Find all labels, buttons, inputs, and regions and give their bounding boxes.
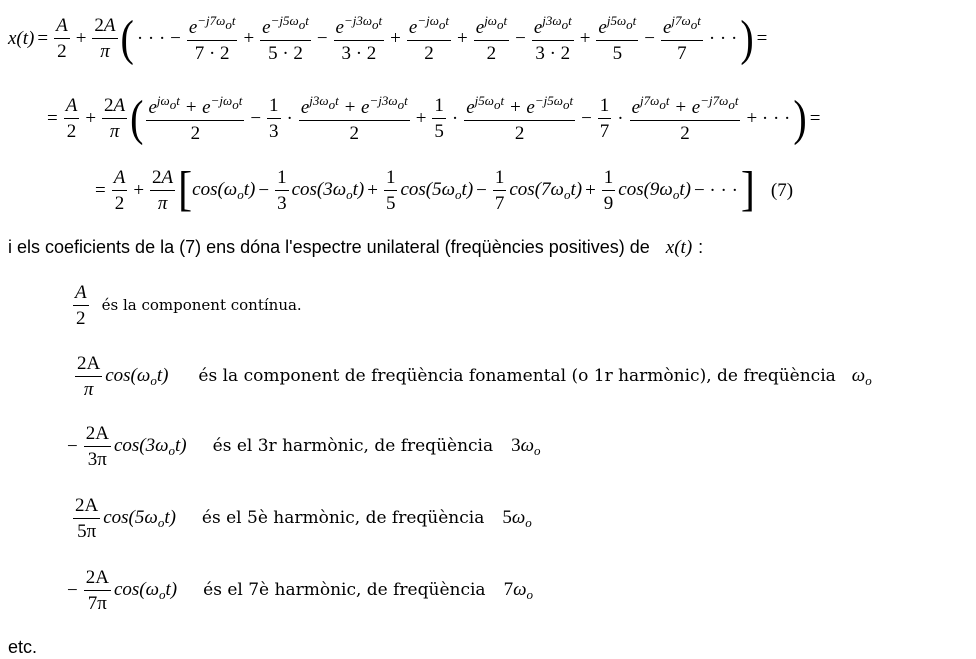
- equation-line-2: = $\frac{A}{2}$ + $\frac{2A}{\pi}$ ( $\frac{e^{j\omega_ot} + e^{-j\omega_ot}}{2}$ − $\frac{1}{3}$ · $\frac{e^{j3\omega_ot} + e^{-j3\omega_ot}}{2}$ + $\frac{1}{5}$ · $\frac{e^{j5\omega_ot} + e^{-j5\omega_ot}}{2}$ − $\frac{1}{7}$ · $\frac{e^{j7\omega_ot} + e^{-j7\omega_ot}}{2}$ + · · · ) =: [47, 89, 821, 146]
- coef-denominator: π: [83, 378, 94, 400]
- coef-numerator: 2A: [75, 354, 102, 377]
- component-term: $\cos(\omega_ot)$: [113, 578, 178, 602]
- coef-numerator: 2A: [84, 424, 111, 447]
- coef-numerator: A: [73, 283, 89, 306]
- component-item: [70, 280, 302, 330]
- component-item: [70, 492, 532, 544]
- component-term: $\cos(\omega_ot)$: [105, 364, 169, 388]
- equation-lhs: x(t): [8, 27, 35, 49]
- component-description: és el 7è harmònic, de freqüència: [203, 579, 486, 600]
- component-description: és la component de freqüència fonamental (o 1r harmònic), de freqüència: [198, 365, 836, 386]
- intro-symbol: x(t): [665, 237, 693, 258]
- coef-denominator: 7π: [87, 592, 107, 614]
- component-item: − $\frac{2A}{7\pi}$ $\cos(\omega_ot)$ és el 7è harmònic, de freqüència $7\omega_o$: [67, 566, 533, 614]
- equation-line-1: x(t) = $\frac{A}{2}$ + $\frac{2A}{\pi}$ ( · · · − $\frac{e^{-j7\omega_ot}}{7 \cdot 2}$ + $\frac{e^{-j5\omega_ot}}{5 \cdot 2}$ − $\frac{e^{-j3\omega_ot}}{3 \cdot 2}$ + $\frac{e^{-j\omega_ot}}{2}$ + $\frac{e^{j\omega_ot}}{2}$ − $\frac{e^{j3\omega_ot}}{3 \cdot 2}$ + $\frac{e^{j5\omega_ot}}{5}$ − $\frac{e^{j7\omega_ot}}{7}$ · · · ) =: [8, 9, 768, 66]
- component-frequency: $7\omega_o$: [503, 578, 533, 602]
- component-frequency: $3\omega_o$: [511, 434, 541, 458]
- component-item: − $\frac{2A}{3\pi}$ $\cos(3\omega_ot)$ és el 3r harmònic, de freqüència $3\omega_o$: [67, 422, 541, 470]
- component-description: és el 5è harmònic, de freqüència: [201, 507, 485, 528]
- closing-text: etc.: [8, 637, 38, 657]
- component-frequency: $\omega_o$: [851, 364, 872, 388]
- component-frequency: $5\omega_o$: [502, 506, 532, 530]
- equation-number: (7): [770, 179, 794, 201]
- equation-line-3: = $\frac{A}{2}$ + $\frac{2A}{\pi}$ [ $\cos(\omega_ot)$ − $\frac{1}{3}$ $\cos(3\omega_ot)$ + $\frac{1}{5}$ $\cos(5\omega_ot)$ − $\frac{1}{7}$ $\cos(7\omega_ot)$ + $\frac{1}{9}$ $\cos(9\omega_ot)$ − · · · ] (7): [95, 163, 794, 217]
- component-description: és el 3r harmònic, de freqüència: [212, 435, 494, 456]
- component-description: és la component contínua.: [101, 295, 302, 314]
- coef-denominator: 3π: [87, 448, 107, 470]
- intro-text: i els coeficients de la (7) ens dóna l'espectre unilateral (freqüències positives) de: [8, 237, 650, 257]
- component-term: $\cos(5\omega_ot)$: [103, 506, 176, 530]
- coef-numerator: 2A: [84, 568, 111, 591]
- coef-denominator: 2: [76, 307, 86, 329]
- coef-numerator: 2A: [73, 496, 100, 519]
- intro-paragraph: [8, 237, 703, 258]
- coef-denominator: 5π: [77, 520, 97, 542]
- component-term: $\cos(3\omega_ot)$: [113, 434, 187, 458]
- component-item: [72, 350, 872, 402]
- intro-suffix: :: [698, 237, 704, 257]
